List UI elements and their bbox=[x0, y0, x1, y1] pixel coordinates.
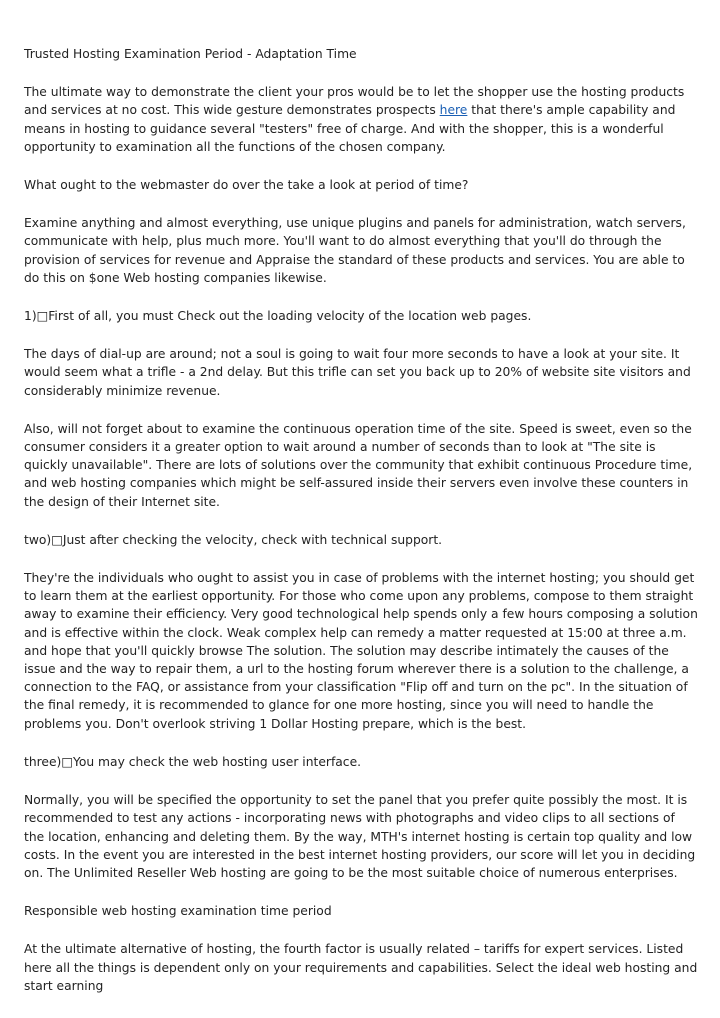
paragraph-intro bbox=[24, 83, 698, 156]
document-title: Trusted Hosting Examination Period - Adaptation Time bbox=[24, 47, 357, 61]
subheading-responsible: Responsible web hosting examination time period bbox=[24, 904, 332, 919]
paragraph-operation-time: Also, will not forget about to examine the continuous operation time of the site. Speed is sweet, even so the consumer considers it a greater option to wait around a number of seconds than to look at "The site is quickly unavailable". There are lots of solutions over the community that exhibit continuous Procedure time, and web hosting companies which might be self-assured inside their servers even involve these counters in the design of their Internet site. bbox=[24, 421, 693, 509]
paragraph-examine: Examine anything and almost everything, use unique plugins and panels for administration, watch servers, communicate with help, plus much more. You'll want to do almost everything that you'll do through the provision of services for revenue and Appraise the standard of these products and services. You are able to do this on $one Web hosting companies likewise. bbox=[24, 216, 686, 285]
paragraph-intro-text-before: The ultimate way to demonstrate the client your pros would be to let the shopper use the hosting products and services at no cost. This wide gesture demonstrates prospects bbox=[24, 85, 685, 118]
paragraph-support: They're the individuals who ought to assist you in case of problems with the internet hosting; you should get to learn them at the earliest opportunity. For those who come upon any problems, compose to them straight away to examine their efficiency. Very good technological help spends only a few hours composing a solution and is effective within the clock. Weak complex help can remedy a matter requested at 15:00 at three a.m. and hope that you'll quickly browse The solution. The solution may describe intimately the causes of the issue and the way to repair them, a url to the hosting forum wherever there is a solution to the challenge, a connection to the FAQ, or assistance from your classification "Flip off and turn on the pc". In the situation of the final remedy, it is recommended to glance for one more hosting, since you will need to handle the problems you. Don't overlook striving 1 Dollar Hosting prepare, which is the best. bbox=[24, 571, 698, 731]
paragraph-intro-text-after: that there's ample capability and means in hosting to guidance several "testers" free of charge. And with the shopper, this is a wonderful opportunity to examination all the functions of the chosen company. bbox=[24, 103, 676, 154]
paragraph-panel: Normally, you will be specified the opportunity to set the panel that you prefer quite possibly the most. It is recommended to test any actions - incorporating news with photographs and video clips to all sections of the location, enhancing and deleting them. By the way, MTH's internet hosting is certain top quality and low costs. In the event you are interested in the best internet hosting providers, our score will let you in deciding on. The Unlimited Reseller Web hosting are going to be the most suitable choice of numerous enterprises. bbox=[24, 793, 696, 880]
here-link[interactable]: here bbox=[439, 103, 468, 118]
step-2-heading: two)□Just after checking the velocity, check with technical support. bbox=[24, 532, 443, 547]
paragraph-dialup: The days of dial-up are around; not a soul is going to wait four more seconds to have a look at your site. It would seem what a trifle - a 2nd delay. But this trifle can set you back up to 20% of website site visitors and considerably minimize revenue. bbox=[24, 347, 691, 398]
paragraph-tariffs: At the ultimate alternative of hosting, the fourth factor is usually related – tariffs for expert services. Listed here all the things is dependent only on your requirements and capabilities. Select the ideal web hosting and start earning bbox=[24, 942, 698, 993]
step-1-heading: 1)□First of all, you must Check out the loading velocity of the location web pages. bbox=[24, 309, 532, 324]
question-webmaster: What ought to the webmaster do over the take a look at period of time? bbox=[24, 178, 469, 193]
step-3-heading: three)□You may check the web hosting user interface. bbox=[24, 754, 362, 769]
